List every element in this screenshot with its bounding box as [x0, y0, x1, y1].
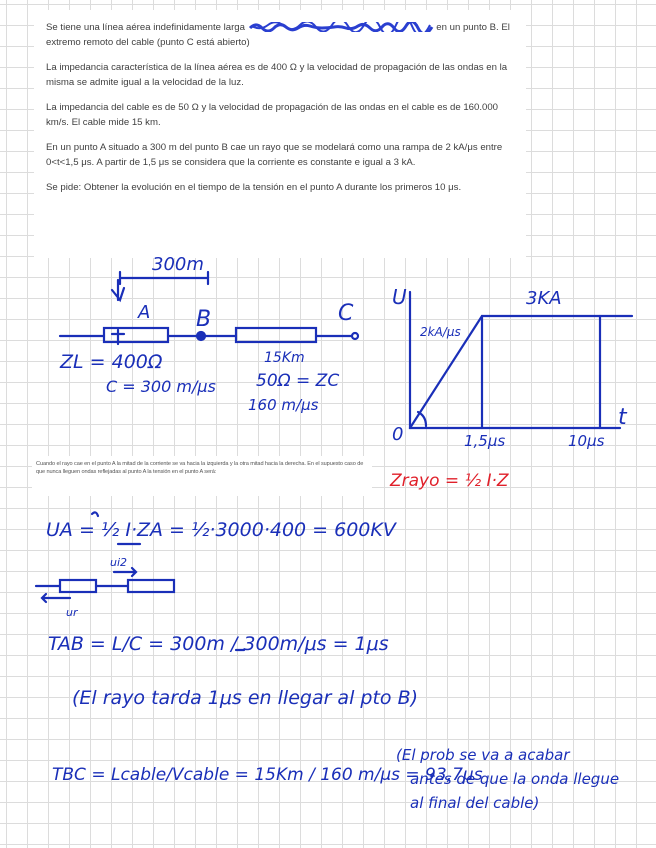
note-2-line-3: al final del cable)	[410, 794, 540, 812]
origin-label: 0	[392, 424, 404, 445]
level-label: 3KA	[526, 288, 562, 309]
paragraph-4: En un punto A situado a 300 m del punto B cae un rayo que se modelará como una rampa de 2 kA/μs entre 0<t<1,5 μs. A partir de 1,5 μs se considera que la corriente es constante e igual a 3 kA.	[46, 142, 503, 168]
note-2-line-2: antes de que la onda llegue	[410, 770, 620, 788]
cable-velocity: 160 m/μs	[248, 396, 319, 414]
t2-label: 10μs	[568, 432, 605, 450]
t1-label: 1,5μs	[464, 432, 506, 450]
small-explanation: Cuando el rayo cae en el punto A la mitad de la corriente se va hacia la izquierda y la otra mitad hacia la derecha. En el supuesto caso de que nunca lleguen ondas reflejadas al punto A la tensión en el punto A será:	[32, 456, 372, 496]
zl-label: ZL = 400Ω	[60, 351, 163, 373]
p1-after: en un punto B. El extremo remoto del cable (punto C está abierto)	[46, 22, 510, 48]
tbc-formula: TBC = Lcable/Vcable = 15Km / 160 m/μs = 93,7μs	[52, 765, 483, 785]
paragraph-5: Se pide: Obtener la evolución en el tiempo de la tensión en el punto A durante los primeros 10 μs.	[46, 182, 462, 193]
note-2-line-1: (El prob se va a acabar	[396, 746, 570, 764]
tab-formula: TAB = L/C = 300m / 300m/μs = 1μs	[48, 633, 389, 655]
x-axis-label: t	[618, 405, 627, 430]
slope-label: 2kA/μs	[420, 325, 461, 339]
label-b: B	[196, 307, 212, 332]
y-axis-label: U	[392, 285, 407, 309]
paragraph-2: La impedancia característica de la línea aérea es de 400 Ω y la velocidad de propagación de las ondas en la misma se admite igual a la velocidad de la luz.	[46, 62, 508, 88]
ua-formula: UA = ½ I·ZA = ½·3000·400 = 600KV	[46, 519, 396, 541]
zrayo-formula: Zrayo = ½ I·Z	[390, 471, 509, 491]
ui-label: ui2	[110, 556, 128, 569]
p1-before: Se tiene una línea aérea indefinidamente larga	[46, 22, 245, 33]
label-a: A	[138, 302, 151, 323]
c-label: C = 300 m/μs	[106, 377, 216, 396]
dist-label: 300m	[152, 254, 204, 275]
paragraph-3: La impedancia del cable es de 50 Ω y la velocidad de propagación de las ondas en el cable es de 160.000 km/s. El cable mide 15 km.	[46, 102, 499, 128]
ur-label: ur	[66, 606, 78, 619]
cable-impedance: 50Ω = ZC	[256, 371, 340, 391]
cable-length: 15Km	[264, 350, 305, 366]
note-1: (El rayo tarda 1μs en llegar al pto B)	[72, 687, 419, 709]
label-c: C	[338, 301, 354, 326]
